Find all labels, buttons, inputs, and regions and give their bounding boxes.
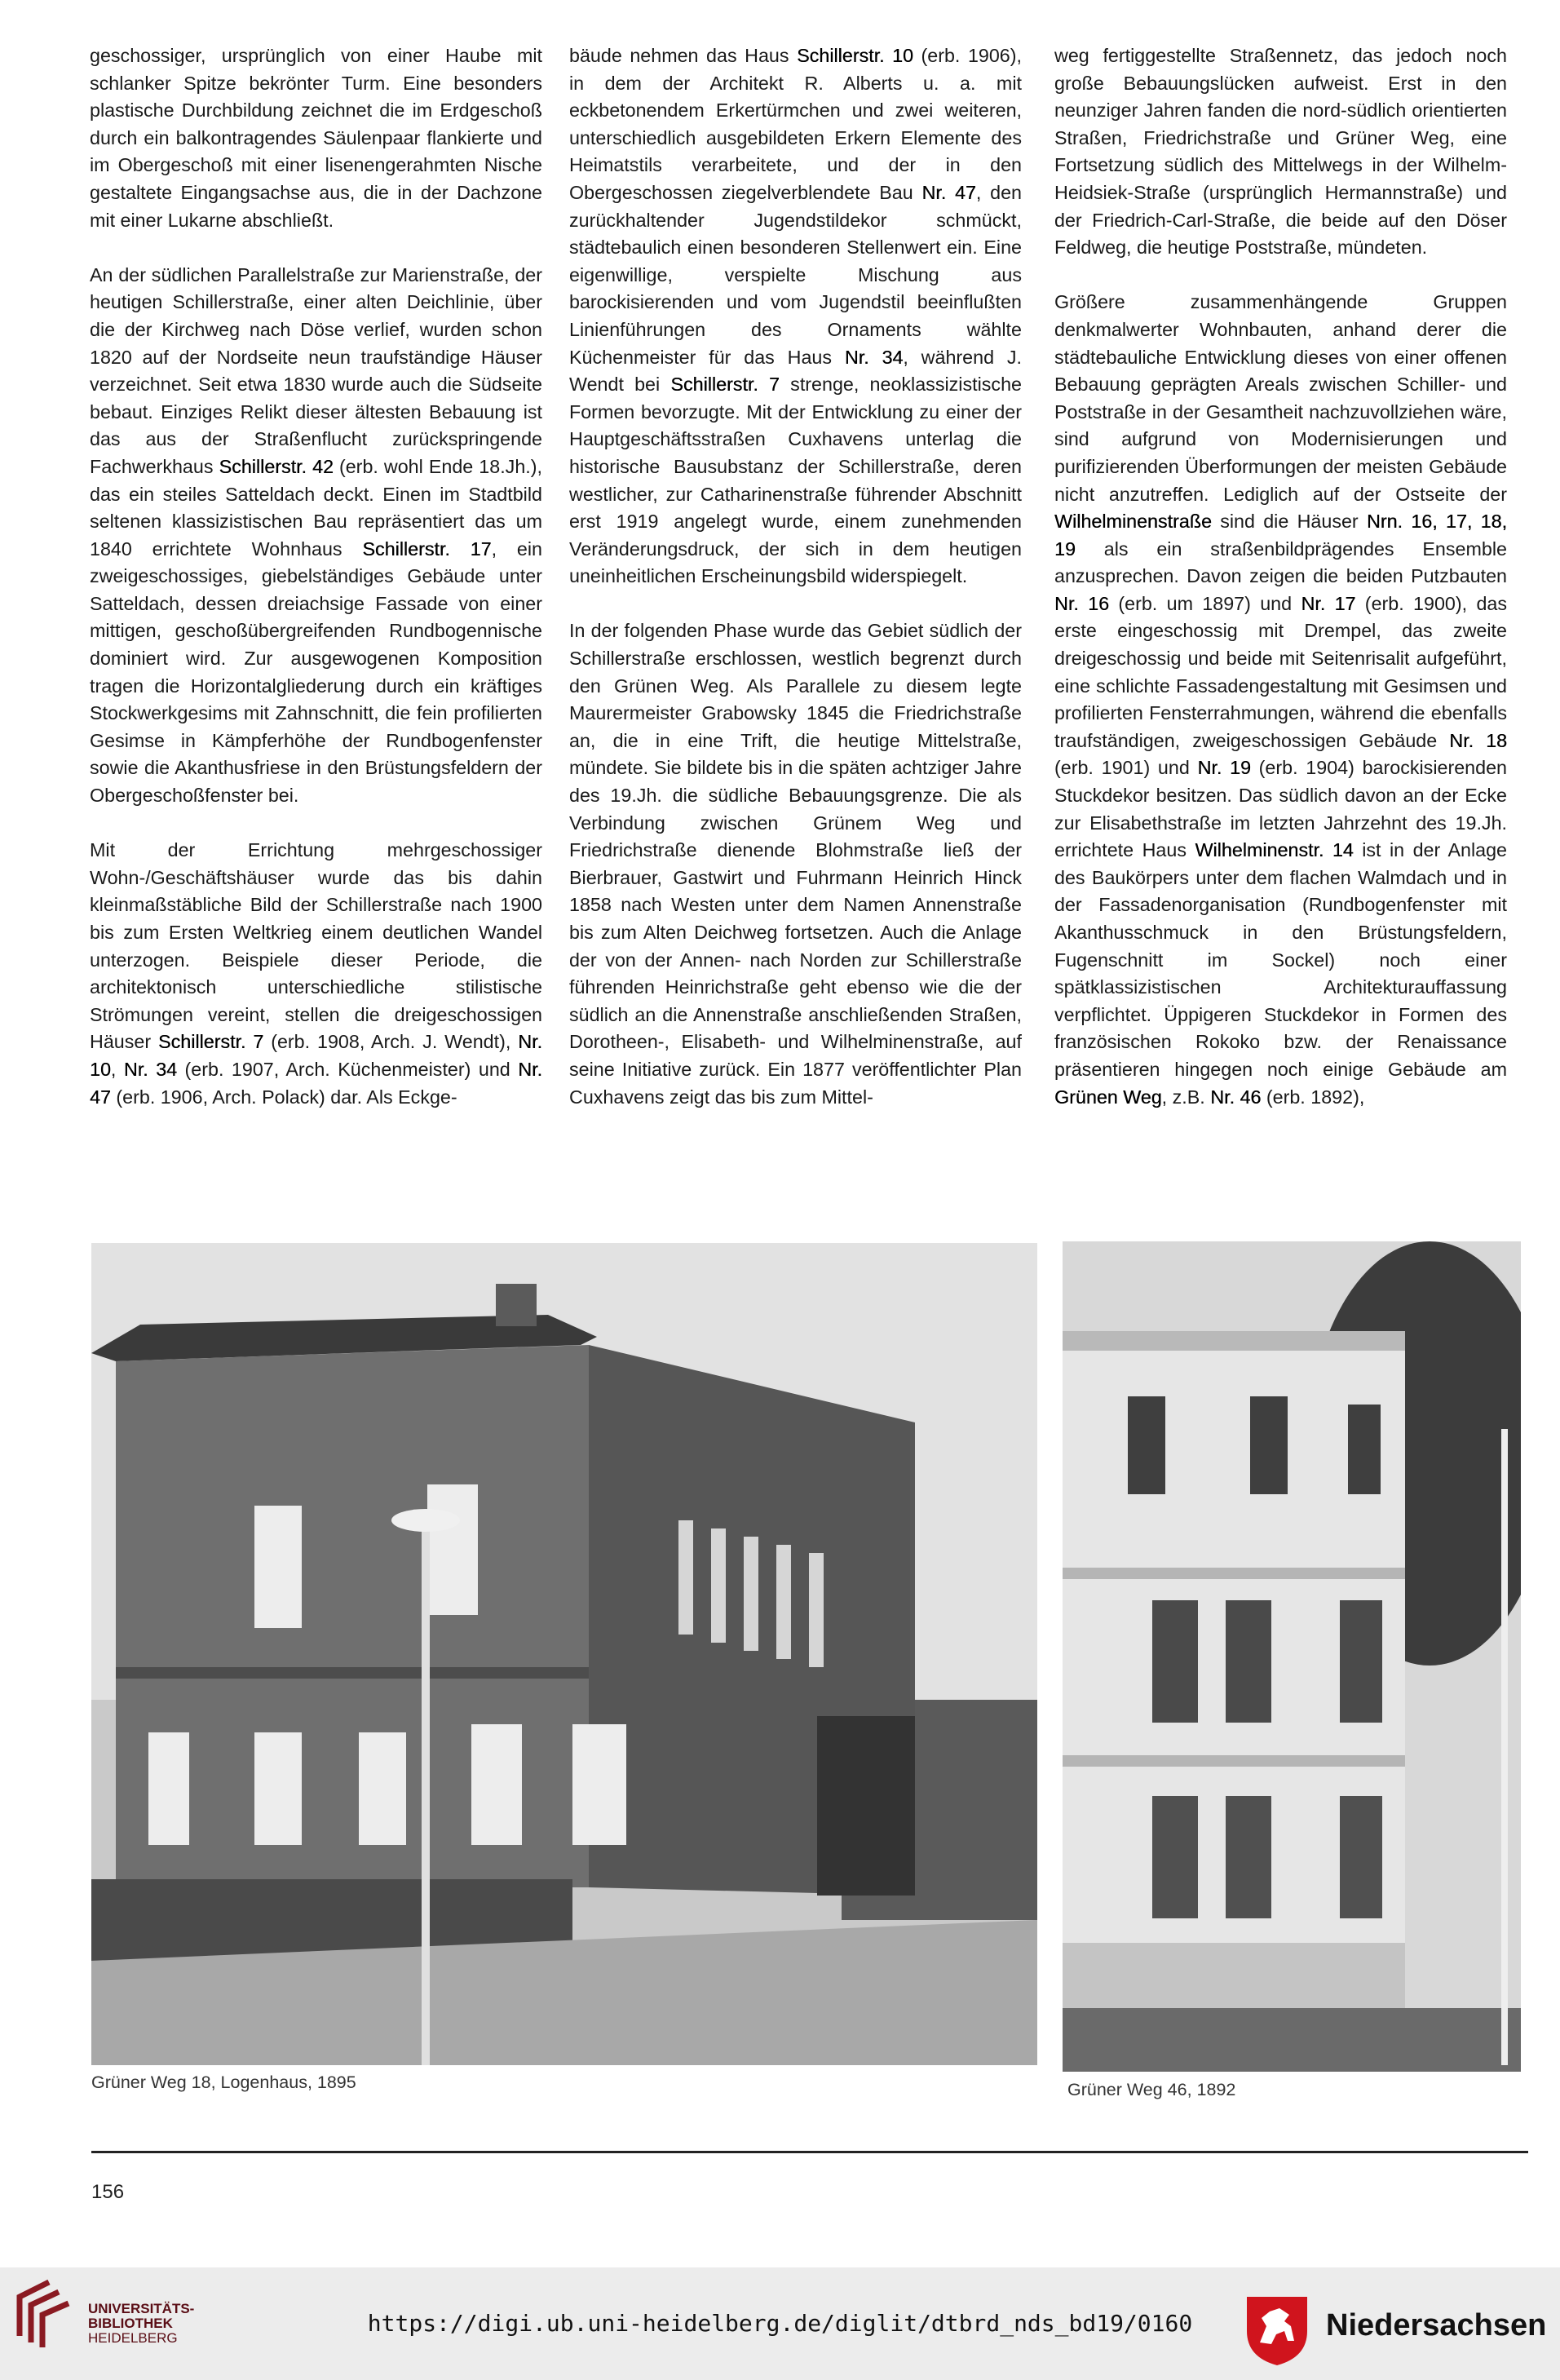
text-column-3 xyxy=(1054,42,1507,1111)
paragraph: An der südlichen Parallelstraße zur Marienstraße, der heutigen Schillerstraße, einer alten Deichlinie, über die der Kirchweg nach Döse verlief, wurden schon 1820 auf der Nordseite neun traufständige Häuser verzeichnet. Seit etwa 1830 wurde auch die Südseite bebaut. Einziges Relikt dieser ältesten Bebauung ist das aus der Straßenflucht zurückspringende Fachwerkhaus Schillerstr. 42 (erb. wohl Ende 18.Jh.), das ein steiles Satteldach deckt. Einen im Stadtbild seltenen klassizistischen Bau repräsentiert das um 1840 errichtete Wohnhaus Schillerstr. 17, ein zweigeschossiges, giebelständiges Gebäude unter Satteldach, dessen dreiachsige Fassade von einer mittigen, geschoßübergreifenden Rundbogennische dominiert wird. Zur ausgewogenen Komposition tragen die Horizontalgliederung durch ein kräftiges Stockwerkgesims mit Zahnschnitt, die fein profilierten Gesimse in Kämpferhöhe der Rundbogenfenster sowie die Akanthusfriese in den Brüstungsfeldern der Obergeschoßfenster bei. xyxy=(90,263,542,807)
library-line-3: HEIDELBERG xyxy=(88,2330,178,2346)
photo-caption-gruener-weg-46: Grüner Weg 46, 1892 xyxy=(1067,2080,1236,2099)
logenhaus-illustration xyxy=(91,1243,1037,2065)
photo-logenhaus xyxy=(91,1243,1037,2065)
document-url-link[interactable]: https://digi.ub.uni-heidelberg.de/diglit/dtbrd_nds_bd19/0160 xyxy=(367,2310,1193,2337)
library-line-2: BIBLIOTHEK xyxy=(88,2316,173,2331)
footer-bar xyxy=(0,2267,1560,2380)
text-column-1 xyxy=(90,42,542,1111)
paragraph: weg fertiggestellte Straßennetz, das jedoch noch große Bebauungslücken aufweist. Erst in den neunziger Jahren fanden die nord-südlich orientierten Straßen, Friedrichstraße und Grüner Weg, eine Fortsetzung südlich des Mittelwegs in der Wilhelm-Heidsiek-Straße (ursprünglich Hermannstraße) und der Friedrich-Carl-Straße, die beide auf den Döser Feldweg, die heutige Poststraße, mündeten. xyxy=(1054,45,1507,259)
paragraph: Größere zusammenhängende Gruppen denkmalwerter Wohnbauten, anhand derer die städtebauliche Entwicklung dieses von einer offenen Bebauung geprägten Areals zwischen Schiller- und Poststraße in der Gesamtheit nachzuvollziehen wäre, sind aufgrund von Modernisierungen und purifizierenden Überformungen der meisten Gebäude nicht anzutreffen. Lediglich auf der Ostseite der Wilhelminenstraße sind die Häuser Nrn. 16, 17, 18, 19 als ein straßenbildprägendes Ensemble anzusprechen. Davon zeigen die beiden Putzbauten Nr. 16 (erb. um 1897) und Nr. 17 (erb. 1900), das erste eingeschossig mit Drempel, das zweite dreigeschossig und beide mit Seitenrisalit aufgeführt, eine schlichte Fassadengestaltung mit Gesimsen und profilierten Fensterrahmungen, während die ebenfalls traufständigen, zweigeschossigen Gebäude Nr. 18 (erb. 1901) und Nr. 19 (erb. 1904) barockisierenden Stuckdekor besitzen. Das südlich davon an der Ecke zur Elisabethstraße im letzten Jahrzehnt des 19.Jh. errichtete Haus Wilhelminenstr. 14 ist in der Anlage des Baukörpers unter dem flachen Walmdach und in der Fassadenorganisation (Rundbogenfenster mit Akanthusschmuck in den Brüstungsfeldern, Fugenschnitt im Sockel) noch einer spätklassizistischen Architekturauffassung verpflichtet. Üppigeren Stuckdekor in Formen des französischen Rokoko bzw. der Renaissance präsentieren hingegen noch einige Gebäude am Grünen Weg, z.B. Nr. 46 (erb. 1892), xyxy=(1054,291,1508,1108)
text-column-2 xyxy=(569,42,1022,1111)
paragraph: geschossiger, ursprünglich von einer Haube mit schlanker Spitze bekrönter Turm. Eine besonders plastische Durchbildung zeichnet die im Erdgeschoß durch ein balkontragendes Säulenpaar flankierte und im Obergeschoß mit einer lisenengerahmten Nische gestaltete Eingangsachse aus, die in der Dachzone mit einer Lukarne abschließt. xyxy=(90,45,542,231)
paragraph: In der folgenden Phase wurde das Gebiet südlich der Schillerstraße erschlossen, westlich begrenzt durch den Grünen Weg. Als Parallele zu diesem legte Maurermeister Grabowsky 1845 die Friedrichstraße an, die in eine Trift, die heutige Mittelstraße, mündete. Sie bildete bis in die späten achtziger Jahre des 19.Jh. die südliche Bebauungsgrenze. Die als Verbindung zwischen Grünem Weg und Friedrichstraße dienende Blohmstraße ließ der Bierbrauer, Gastwirt und Fuhrmann Heinrich Hinck 1858 nach Westen unter dem Namen Annenstraße bis zum Alten Deichweg fortsetzen. Auch die Anlage der von der Annen- nach Norden zur Schillerstraße führenden Heinrichstraße geht ebenso wie die der südlich an die Annenstraße anschließenden Straßen, Dorotheen-, Elisabeth- und Wilhelminenstraße, auf seine Initiative zurück. Ein 1877 veröffentlichter Plan Cuxhavens zeigt das bis zum Mittel- xyxy=(569,620,1022,1108)
photo-gruener-weg-46 xyxy=(1063,1241,1521,2072)
paragraph: Mit der Errichtung mehrgeschossiger Wohn-/Geschäftshäuser wurde das bis dahin kleinmaßstäbliche Bild der Schillerstraße nach 1900 bis zum Ersten Weltkrieg einem deutlichen Wandel unterzogen. Beispiele dieser Periode, die architektonisch unterschiedliche stilistische Strömungen vereint, stellen die dreigeschossigen Häuser Schillerstr. 7 (erb. 1908, Arch. J. Wendt), Nr. 10, Nr. 34 (erb. 1907, Arch. Küchenmeister) und Nr. 47 (erb. 1906, Arch. Polack) dar. Als Eckge- xyxy=(90,839,543,1108)
page-number: 156 xyxy=(91,2181,125,2203)
horizontal-rule xyxy=(91,2151,1528,2153)
gruener-weg-46-illustration xyxy=(1063,1241,1521,2072)
niedersachsen-label[interactable]: Niedersachsen xyxy=(1326,2308,1547,2342)
niedersachsen-coat-of-arms-icon[interactable] xyxy=(1244,2294,1310,2367)
photo-caption-logenhaus: Grüner Weg 18, Logenhaus, 1895 xyxy=(91,2073,356,2092)
paragraph: bäude nehmen das Haus Schillerstr. 10 (erb. 1906), in dem der Architekt R. Alberts u. a. mit eckbetonendem Erkertürmchen und zwei weiteren, unterschiedlich ausgebildeten Erkern Elemente des Heimatstils verarbeitete, und der in den Obergeschossen ziegelverblendete Bau Nr. 47, den zurückhaltender Jugendstildekor schmückt, städtebaulich einen besonderen Stellenwert ein. Eine eigenwillige, verspielte Mischung aus barockisierenden und vom Jugendstil beeinflußten Linienführungen des Ornaments wählte Küchenmeister für das Haus Nr. 34, während J. Wendt bei Schillerstr. 7 strenge, neoklassizistische Formen bevorzugte. Mit der Entwicklung zu einer der Hauptgeschäftsstraßen Cuxhavens unterlag die historische Bausubstanz der Schillerstraße, deren westlicher, zur Catharinenstraße führender Abschnitt erst 1919 angelegt wurde, einem zunehmenden Veränderungsdruck, der sich in dem heutigen uneinheitlichen Erscheinungsbild widerspiegelt. xyxy=(569,45,1022,587)
library-line-1: UNIVERSITÄTS- xyxy=(88,2301,195,2316)
